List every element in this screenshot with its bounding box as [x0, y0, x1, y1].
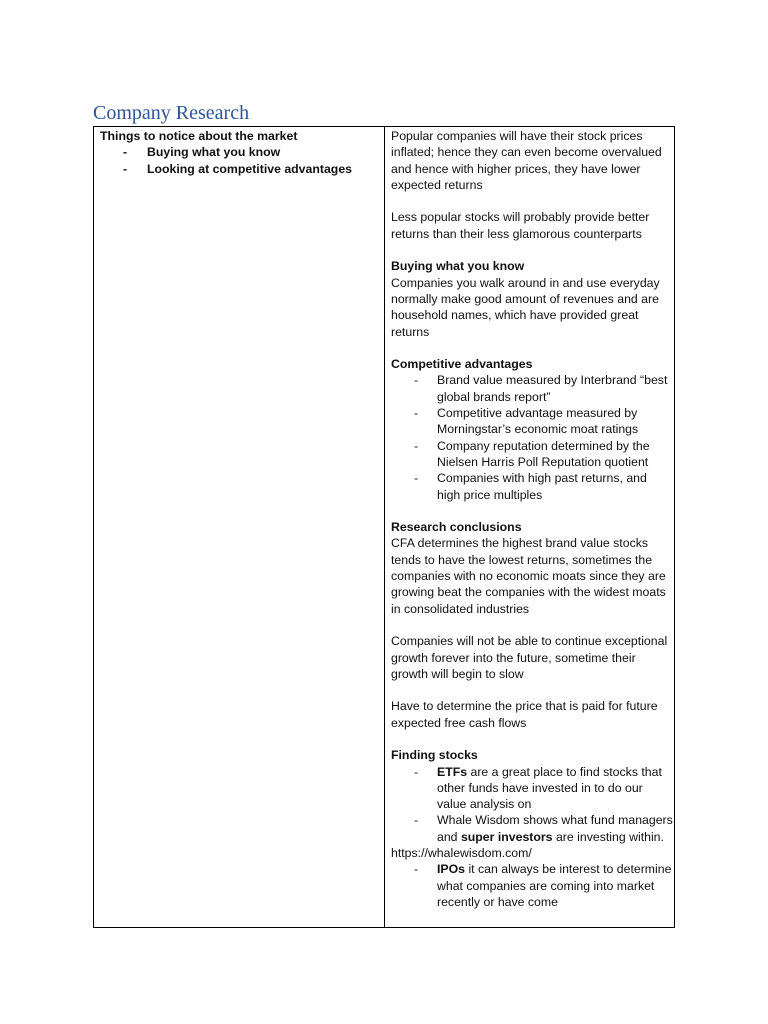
section-heading-competitive: Competitive advantages — [391, 357, 533, 372]
super-investors-term: super investors — [460, 829, 553, 844]
list-item: - Looking at competitive advantages — [100, 161, 380, 177]
section-heading-buying: Buying what you know — [391, 259, 525, 274]
whale-text-end: are investing within. — [552, 829, 664, 844]
finding-list-continued — [391, 861, 673, 910]
list-item — [391, 812, 673, 845]
left-list — [100, 144, 380, 177]
whale-url: https://whalewisdom.com/ — [391, 846, 532, 861]
right-cell — [391, 128, 673, 910]
paragraph-price: Have to determine the price that is paid for future expected free cash flows — [391, 699, 658, 730]
list-item: - Competitive advantage measured by Morningstar’s economic moat ratings — [391, 405, 673, 438]
list-item: - Company reputation determined by the Nielsen Harris Poll Reputation quotient — [391, 438, 673, 471]
section-heading-finding: Finding stocks — [391, 748, 478, 763]
etf-text: are a great place to find stocks that other funds have invested in to do our value analysis on — [437, 764, 662, 812]
competitive-list — [391, 372, 673, 502]
section-heading-research: Research conclusions — [391, 520, 522, 535]
paragraph-research: CFA determines the highest brand value stocks tends to have the lowest returns, sometimes the companies with no economic moats since they are growing beat the companies with the widest moats in consolidated industries — [391, 536, 666, 616]
finding-list — [391, 764, 673, 845]
etf-term: ETFs — [437, 764, 468, 779]
paragraph-less-popular: Less popular stocks will probably provide better returns than their less glamorous counterparts — [391, 210, 650, 241]
ipo-text: it can always be interest to determine what companies are coming into market recently or have come — [437, 862, 672, 909]
list-item: - Buying what you know — [100, 144, 380, 160]
list-item — [391, 861, 673, 910]
page-title: Company Research — [93, 102, 250, 124]
list-item: - Companies with high past returns, and high price multiples — [391, 470, 673, 503]
paragraph-buying: Companies you walk around in and use everyday normally make good amount of revenues and are household names, which have provided great returns — [391, 275, 660, 339]
whale-text: Whale Wisdom shows what fund managers and — [437, 813, 673, 844]
column-divider — [384, 127, 385, 927]
ipo-term: IPOs — [437, 862, 466, 877]
research-table — [93, 126, 675, 928]
paragraph-growth: Companies will not be able to continue exceptional growth forever into the future, sometime their growth will begin to slow — [391, 634, 668, 681]
list-item: - Brand value measured by Interbrand “best global brands report” — [391, 372, 673, 405]
left-heading: Things to notice about the market — [100, 129, 298, 143]
paragraph-popular: Popular companies will have their stock prices inflated; hence they can even become overvalued and hence with higher prices, they have lower expected returns — [391, 129, 662, 192]
list-item — [391, 764, 673, 813]
left-cell — [100, 128, 380, 177]
